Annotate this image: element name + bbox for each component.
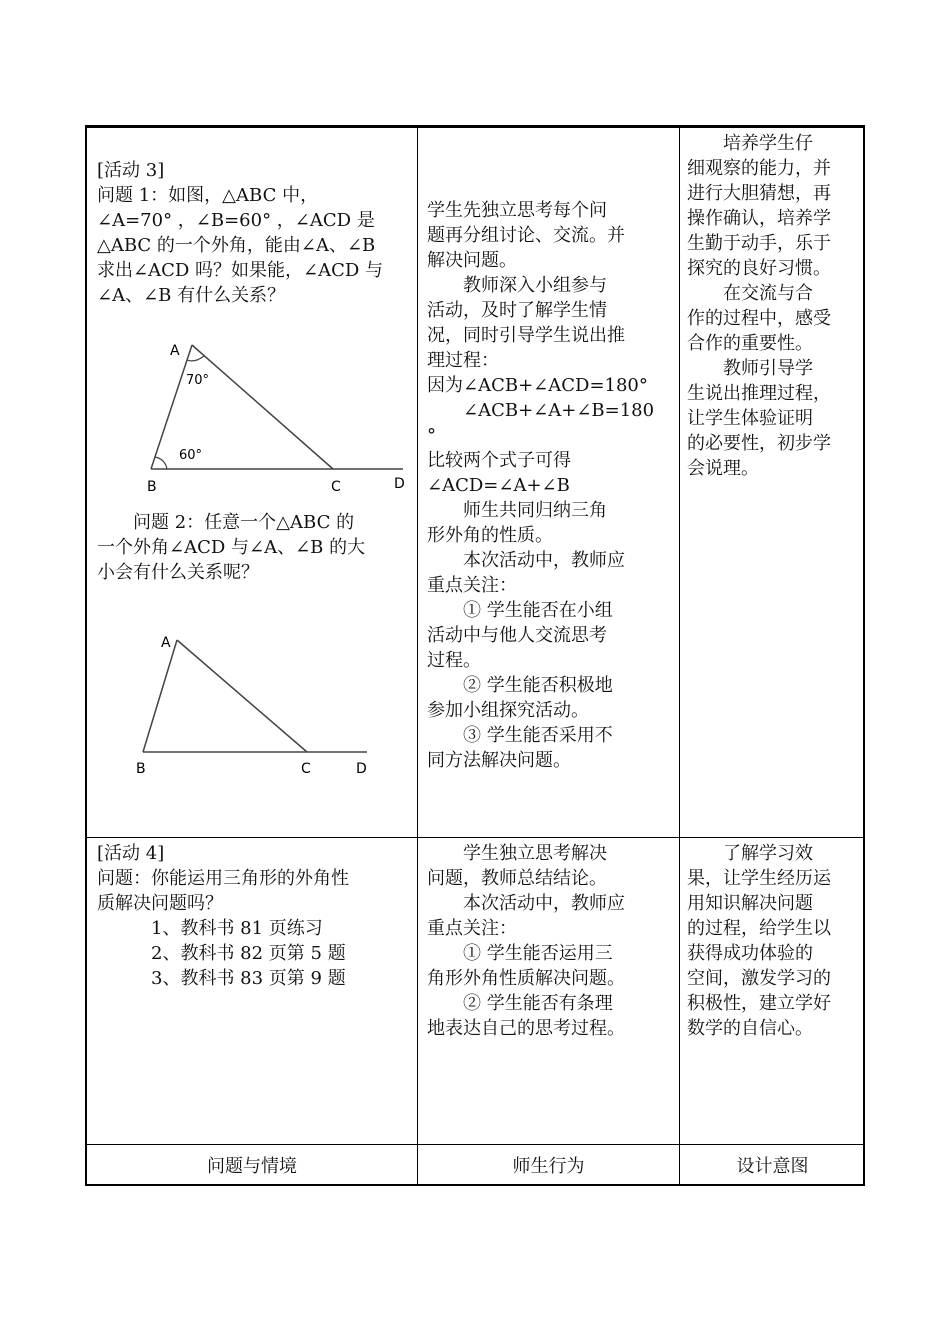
text-line: 问题 1：如图，△ABC 中， (97, 185, 319, 206)
text-line: 3、教科书 83 页第 9 题 (151, 968, 346, 989)
fig2-label-c: C (301, 761, 311, 777)
fig1-angle-b-label: 60° (179, 448, 203, 463)
text-line: 小会有什么关系呢？ (97, 562, 259, 583)
text-line: 作的过程中，感受 (687, 308, 831, 329)
text-line: 生说出推理过程， (687, 383, 831, 404)
text-line: 进行大胆猜想，再 (687, 183, 831, 204)
text-line: 参加小组探究活动。 (427, 700, 589, 721)
text-line: 培养学生仔 (723, 133, 813, 154)
activity3-behavior-cell (427, 198, 675, 773)
text-line: 形外角的性质。 (427, 525, 553, 546)
activity4-intent-cell (687, 841, 862, 1041)
triangle-figure-2 (127, 628, 417, 778)
text-line: 学生独立思考解决 (463, 843, 607, 864)
fig2-label-b: B (136, 761, 146, 777)
text-line: 比较两个式子可得 (427, 450, 571, 471)
text-line: 细观察的能力，并 (687, 158, 831, 179)
row-divider-2 (87, 1144, 863, 1145)
text-line: 的必要性，初步学 (687, 433, 831, 454)
triangle-figure-1 (127, 333, 417, 498)
text-line: 数学的自信心。 (687, 1018, 813, 1039)
fig2-side-ac (177, 640, 307, 752)
text-line: 了解学习效 (723, 843, 813, 864)
text-line: 题再分组讨论、交流。并 (427, 225, 625, 246)
text-line: 地表达自己的思考过程。 (427, 1018, 625, 1039)
fig1-label-c: C (331, 479, 341, 495)
text-line: 果，让学生经历运 (687, 868, 831, 889)
text-line: 2、教科书 82 页第 5 题 (151, 943, 346, 964)
text-line: 会说理。 (687, 458, 759, 479)
text-line: ① 学生能否在小组 (463, 600, 613, 621)
text-line: ∠ACB+∠A+∠B=180 (463, 400, 655, 421)
text-line: 一个外角∠ACD 与∠A、∠B 的大 (97, 537, 366, 558)
text-line: 活动，及时了解学生情 (427, 300, 607, 321)
text-line: 1、教科书 81 页练习 (151, 918, 323, 939)
footer-col-problem: 问题与情境 (207, 1156, 297, 1177)
text-line: 学生先独立思考每个问 (427, 200, 607, 221)
activity3-problem-cell (97, 158, 412, 308)
fig1-side-ac (192, 345, 333, 469)
text-line: ② 学生能否有条理 (463, 993, 613, 1014)
fig1-angle-a-arc (187, 356, 204, 361)
fig1-label-a: A (170, 343, 180, 359)
text-line: 获得成功体验的 (687, 943, 813, 964)
text-line: 质解决问题吗？ (97, 893, 223, 914)
footer-col-intent: 设计意图 (736, 1156, 809, 1177)
text-line: 让学生体验证明 (687, 408, 813, 429)
fig2-label-d: D (356, 761, 367, 777)
text-line: 问题：你能运用三角形的外角性 (97, 868, 349, 889)
text-line: 探究的良好习惯。 (687, 258, 831, 279)
fig1-angle-a-label: 70° (186, 373, 210, 388)
text-line: 活动中与他人交流思考 (427, 625, 607, 646)
column-divider-1 (417, 128, 418, 1184)
fig1-label-d: D (394, 476, 405, 492)
text-line: 合作的重要性。 (687, 333, 813, 354)
text-line: 用知识解决问题 (687, 893, 813, 914)
fig1-label-b: B (147, 479, 157, 495)
footer-col-behavior: 师生行为 (512, 1156, 585, 1177)
activity3-title: [活动 3] (97, 160, 165, 181)
text-line: 问题 2：任意一个△ABC 的 (133, 512, 355, 533)
text-line: ③ 学生能否采用不 (463, 725, 613, 746)
text-line: 师生共同归纳三角 (463, 500, 607, 521)
activity3-question2 (97, 510, 412, 585)
text-line: 重点关注： (427, 575, 517, 596)
text-line: ∠A=70° ，∠B=60° ，∠ACD 是 (97, 210, 375, 231)
text-line: 求出∠ACD 吗？如果能，∠ACD 与 (97, 260, 384, 281)
activity3-question1 (97, 183, 412, 308)
text-line: 问题，教师总结结论。 (427, 868, 607, 889)
fig2-label-a: A (161, 635, 171, 651)
text-line: △ABC 的一个外角，能由∠A、∠B (97, 235, 376, 256)
text-line: 生勤于动手，乐于 (687, 233, 831, 254)
text-line: 教师引导学 (723, 358, 813, 379)
text-line: ∠ACD=∠A+∠B (427, 475, 570, 496)
activity4-problem-cell (97, 841, 412, 991)
text-line: 空间，激发学习的 (687, 968, 831, 989)
text-line: 因为∠ACB+∠ACD=180° (427, 375, 648, 396)
text-line: 操作确认，培养学 (687, 208, 831, 229)
text-line: 本次活动中，教师应 (463, 550, 625, 571)
text-line: 在交流与合 (723, 283, 813, 304)
activity4-title: [活动 4] (97, 843, 165, 864)
text-line: ° (427, 425, 436, 446)
activity4-behavior-cell (427, 841, 675, 1041)
text-line: 教师深入小组参与 (463, 275, 607, 296)
text-line: 解决问题。 (427, 250, 517, 271)
text-line: 理过程： (427, 350, 499, 371)
row-divider-1 (87, 837, 863, 838)
text-line: 积极性，建立学好 (687, 993, 831, 1014)
text-line: ① 学生能否运用三 (463, 943, 613, 964)
text-line: ② 学生能否积极地 (463, 675, 613, 696)
lesson-plan-table (85, 125, 865, 1186)
column-divider-2 (679, 128, 680, 1184)
activity3-intent-cell (687, 131, 862, 481)
text-line: 的过程，给学生以 (687, 918, 831, 939)
text-line: 重点关注： (427, 918, 517, 939)
text-line: ∠A、∠B 有什么关系？ (97, 285, 286, 306)
fig2-side-ab (143, 640, 177, 752)
text-line: 况，同时引导学生说出推 (427, 325, 625, 346)
text-line: 过程。 (427, 650, 481, 671)
fig1-angle-b-arc (155, 457, 167, 469)
text-line: 角形外角性质解决问题。 (427, 968, 625, 989)
text-line: 本次活动中，教师应 (463, 893, 625, 914)
text-line: 同方法解决问题。 (427, 750, 571, 771)
